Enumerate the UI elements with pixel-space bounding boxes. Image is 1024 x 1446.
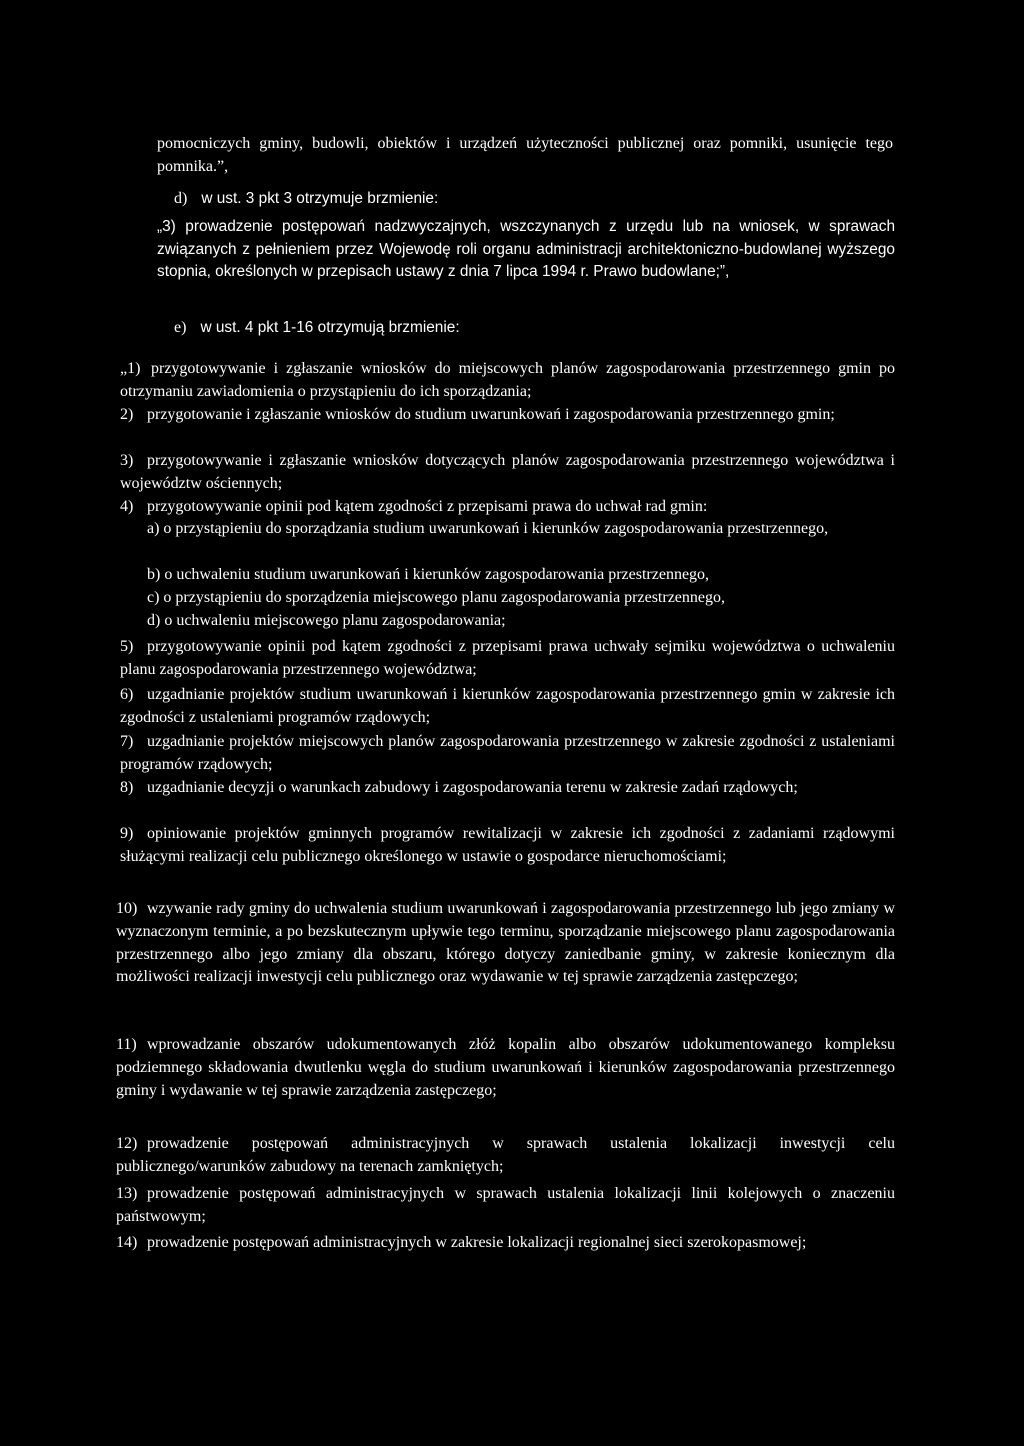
point-d-text: w ust. 3 pkt 3 otrzymuje brzmienie: <box>201 190 439 207</box>
list-item-2-text: przygotowanie i zgłaszanie wniosków do studium uwarunkowań i zagospodarowania przestrzennego gmin; <box>147 406 835 423</box>
list-item-5-number: 5) <box>120 638 134 655</box>
list-item-7-text: uzgadnianie projektów miejscowych planów zagospodarowania przestrzennego w zakresie zgodności z ustaleniami programów rządowych; <box>120 733 895 773</box>
ust3-item-3: „3) prowadzenie postępowań nadzwyczajnych, wszczynanych z urzędu lub na wniosek, w sprawach związanych z pełnieniem przez Wojewodę roli organu administracji architektoniczno-budowlanej wyższego stopnia, określonych w przepisach ustawy z dnia 7 lipca 1994 r. Prawo budowlane;”, <box>157 218 895 281</box>
list-item-10-number: 10) <box>116 900 138 917</box>
list-item-6-text: uzgadnianie projektów studium uwarunkowań i kierunków zagospodarowania przestrzennego gmin w zakresie ich zgodności z ustaleniami programów rządowych; <box>120 686 895 726</box>
list-item-2-number: 2) <box>120 406 134 423</box>
list-item-8-text: uzgadnianie decyzji o warunkach zabudowy i zagospodarowania terenu w zakresie zadań rządowych; <box>147 779 798 796</box>
list-item-4-c: c) o przystąpieniu do sporządzenia miejscowego planu zagospodarowania przestrzennego, <box>147 589 725 606</box>
list-item-12-number: 12) <box>116 1135 138 1152</box>
point-e-label: e) <box>174 319 187 336</box>
list-item-14-number: 14) <box>116 1234 138 1251</box>
list-item-13-number: 13) <box>116 1185 138 1202</box>
list-item-7-number: 7) <box>120 733 134 750</box>
list-item-5-text: przygotowywanie opinii pod kątem zgodności z przepisami prawa uchwały sejmiku województwa o uchwaleniu planu zagospodarowania przestrzennego województwa; <box>120 638 895 678</box>
list-item-4-text: przygotowywanie opinii pod kątem zgodności z przepisami prawa do uchwał rad gmin: <box>147 498 708 515</box>
list-item-1-number: „1) <box>120 360 141 377</box>
list-item-14-text: prowadzenie postępowań administracyjnych w zakresie lokalizacji regionalnej sieci szerokopasmowej; <box>147 1234 807 1251</box>
point-d <box>174 188 438 211</box>
point-e-text: w ust. 4 pkt 1-16 otrzymują brzmienie: <box>200 319 460 336</box>
list-item-12-text: prowadzenie postępowań administracyjnych w sprawach ustalenia lokalizacji inwestycji celu publicznego/warunków zabudowy na terenach zamkniętych; <box>116 1135 895 1175</box>
list-item-1-text: przygotowywanie i zgłaszanie wniosków do miejscowych planów zagospodarowania przestrzennego gmin po otrzymaniu zawiadomienia o przystąpieniu do ich sporządzania; <box>120 360 895 400</box>
list-item-4-number: 4) <box>120 498 134 515</box>
point-e <box>174 317 460 340</box>
list-item-4-b: b) o uchwaleniu studium uwarunkowań i kierunków zagospodarowania przestrzennego, <box>147 566 710 583</box>
list-item-13-text: prowadzenie postępowań administracyjnych w sprawach ustalenia lokalizacji linii kolejowych o znaczeniu państwowym; <box>116 1185 895 1225</box>
list-item-3-number: 3) <box>120 452 134 469</box>
list-item-6-number: 6) <box>120 686 134 703</box>
list-item-4-d: d) o uchwaleniu miejscowego planu zagospodarowania; <box>147 612 506 629</box>
point-d-label: d) <box>174 190 188 207</box>
list-item-3-text: przygotowywanie i zgłaszanie wniosków dotyczących planów zagospodarowania przestrzennego województwa i województw ościennych; <box>120 452 895 492</box>
list-item-4-a: a) o przystąpieniu do sporządzania studium uwarunkowań i kierunków zagospodarowania przestrzennego, <box>147 520 829 537</box>
list-item-11-text: wprowadzanie obszarów udokumentowanych złóż kopalin albo obszarów udokumentowanego kompleksu podziemnego składowania dwutlenku węgla do studium uwarunkowań i kierunków zagospodarowania przestrzennego gminy i wydawanie w tej sprawie zarządzenia zastępczego; <box>116 1036 895 1099</box>
paragraph-continuation: pomocniczych gminy, budowli, obiektów i urządzeń użyteczności publicznej oraz pomniki, usunięcie tego pomnika.”, <box>157 135 893 175</box>
list-item-8-number: 8) <box>120 779 134 796</box>
list-item-9-number: 9) <box>120 825 134 842</box>
list-item-11-number: 11) <box>116 1036 137 1053</box>
list-item-9-text: opiniowanie projektów gminnych programów rewitalizacji w zakresie ich zgodności z zadaniami rządowymi służącymi realizacji celu publicznego określonego w ustawie o gospodarce nieruchomościami; <box>120 825 895 865</box>
list-item-10-text: wzywanie rady gminy do uchwalenia studium uwarunkowań i zagospodarowania przestrzennego lub jego zmiany w wyznaczonym terminie, a po bezskutecznym upływie tego terminu, sporządzanie miejscowego planu zagospodarowania przestrzennego albo jego zmiany dla obszaru, którego dotyczy zaniedbanie gminy, w zakresie koniecznym dla możliwości realizacji inwestycji celu publicznego oraz wydawanie w tej sprawie zarządzenia zastępczego; <box>116 900 895 986</box>
